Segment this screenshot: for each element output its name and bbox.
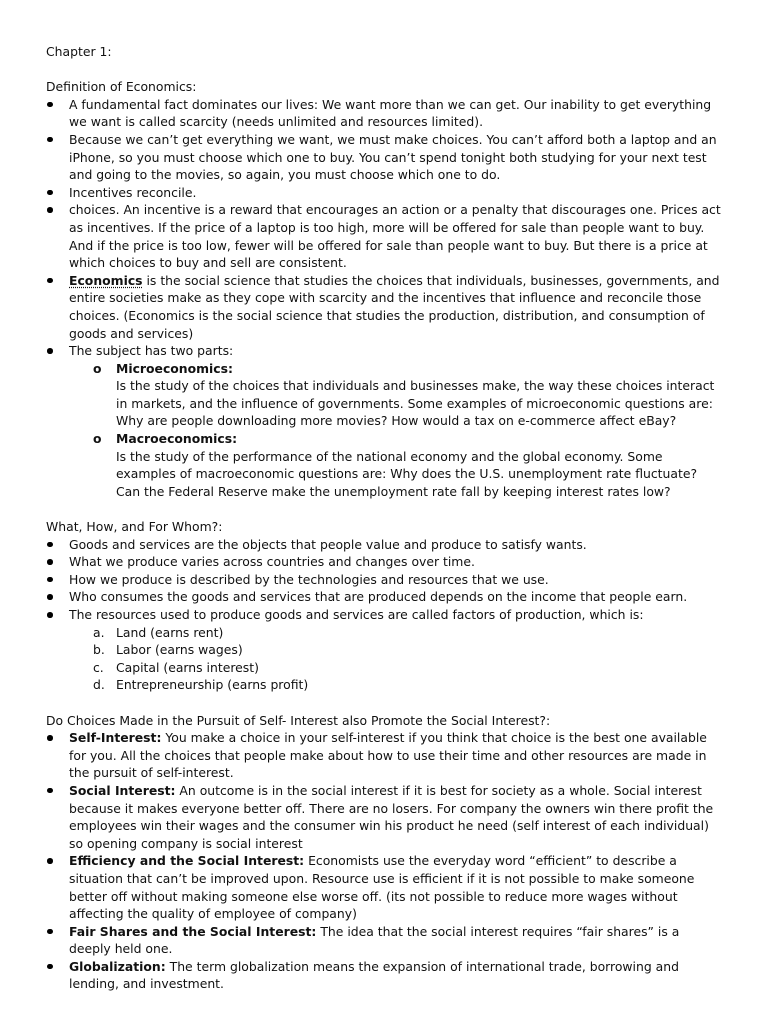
list-item: What we produce varies across countries and changes over time.	[46, 553, 722, 571]
factor-text: Capital (earns interest)	[116, 659, 259, 675]
factor-marker: d.	[93, 677, 105, 693]
list-item	[46, 342, 722, 500]
list-item	[46, 923, 722, 958]
factors-list	[69, 624, 722, 694]
part-text: Is the study of the performance of the national economy and the global economy. Some examples of macroeconomic questions are: Why does the U.S. unemployment rate fluctuate? Can the Federal Reserve make the unemployment rate fall by keeping interest rates low?	[116, 448, 698, 499]
list-item	[46, 852, 722, 922]
list-item: choices. An incentive is a reward that encourages an action or a penalty that discourages one. Prices act as incentives. If the price of a laptop is too high, more will be offered for sale than people want to buy. And if the price is too low, fewer will be offered for sale than people want to buy. But there is a price at which choices to buy and sell are consistent.	[46, 201, 722, 271]
factor-item	[69, 676, 722, 694]
factor-text: Land (earns rent)	[116, 624, 224, 640]
term-text: Economists use the everyday word “efficient” to describe a situation that can’t be improved upon. Resource use is efficient if it is not possible to make someone better off without making someone else worse off. (its not possible to reduce more wages without affecting the quality of employee of company)	[69, 853, 695, 922]
what-how-heading: What, How, and For Whom?:	[46, 519, 223, 535]
term-label: Social Interest:	[69, 782, 176, 798]
term-label: Efficiency and the Social Interest:	[69, 853, 305, 869]
spacer	[46, 61, 722, 79]
part-title: Microeconomics:	[116, 360, 233, 376]
factors-intro: The resources used to produce goods and services are called factors of production, which is:	[69, 607, 644, 622]
factor-text: Labor (earns wages)	[116, 642, 243, 658]
term-text: The idea that the social interest requires “fair shares” is a deeply held one.	[69, 923, 680, 957]
self-interest-heading: Do Choices Made in the Pursuit of Self- Interest also Promote the Social Interest?:	[46, 712, 551, 728]
term-label: Globalization:	[69, 958, 166, 974]
factor-marker: b.	[93, 642, 105, 658]
factor-marker: a.	[93, 624, 105, 640]
list-item: A fundamental fact dominates our lives: We want more than we can get. Our inability to get everything we want is called scarcity (needs unlimited and resources limited).	[46, 96, 722, 131]
list-item: Incentives reconcile.	[46, 184, 722, 202]
sub-list-item	[69, 360, 722, 430]
term-text: The term globalization means the expansion of international trade, borrowing and lending, and investment.	[69, 958, 679, 992]
term-label: Self-Interest:	[69, 730, 162, 746]
list-item: Who consumes the goods and services that are produced depends on the income that people earn.	[46, 588, 722, 606]
factor-item	[69, 641, 722, 659]
sub-bullet-marker: o	[93, 431, 102, 447]
self-interest-list	[46, 729, 722, 993]
list-item	[46, 729, 722, 782]
list-item: How we produce is described by the technologies and resources that we use.	[46, 571, 722, 589]
list-item	[46, 782, 722, 852]
part-text: Is the study of the choices that individuals and businesses make, the way these choices interact in markets, and the influence of governments. Some examples of microeconomic questions are: Why are people downloading more movies? How would a tax on e-commerce affect eBay?	[116, 378, 715, 429]
factor-item	[69, 659, 722, 677]
parts-intro: The subject has two parts:	[69, 343, 234, 359]
term-label: Fair Shares and the Social Interest:	[69, 923, 317, 939]
list-item: Because we can’t get everything we want, we must make choices. You can’t afford both a laptop and an iPhone, so you must choose which one to buy. You can’t spend tonight both studying for your next test and going to the movies, so again, you must choose which one to do.	[46, 131, 722, 184]
list-item	[46, 958, 722, 993]
economics-definition: is the social science that studies the choices that individuals, businesses, governments, and entire societies make as they cope with scarcity and the incentives that influence and reconcile those choices. (Economics is the social science that studies the production, distribution, and consumption of goods and services)	[69, 272, 720, 341]
factor-text: Entrepreneurship (earns profit)	[116, 677, 309, 693]
sub-bullet-marker: o	[93, 360, 102, 376]
economics-term: Economics	[69, 272, 143, 288]
spacer	[46, 500, 722, 518]
term-text: You make a choice in your self-interest if you think that choice is the best one available for you. All the choices that people make about how to use their time and other resources are made in the pursuit of self-interest.	[69, 730, 707, 781]
factor-marker: c.	[93, 659, 104, 675]
definition-list	[46, 96, 722, 501]
factor-item	[69, 624, 722, 642]
part-title: Macroeconomics:	[116, 431, 238, 447]
parts-list	[69, 360, 722, 501]
sub-list-item	[69, 430, 722, 500]
definition-heading: Definition of Economics:	[46, 79, 197, 95]
spacer	[46, 694, 722, 712]
list-item	[46, 606, 722, 694]
what-how-list	[46, 536, 722, 694]
term-text: An outcome is in the social interest if it is best for society as a whole. Social interest because it makes everyone better off. There are no losers. For company the owners win there profit the employees win their wages and the consumer win his product he need (self interest of each individual) so opening company is social interest	[69, 782, 714, 851]
list-item	[46, 272, 722, 342]
chapter-heading: Chapter 1:	[46, 44, 112, 59]
list-item: Goods and services are the objects that people value and produce to satisfy wants.	[46, 536, 722, 554]
